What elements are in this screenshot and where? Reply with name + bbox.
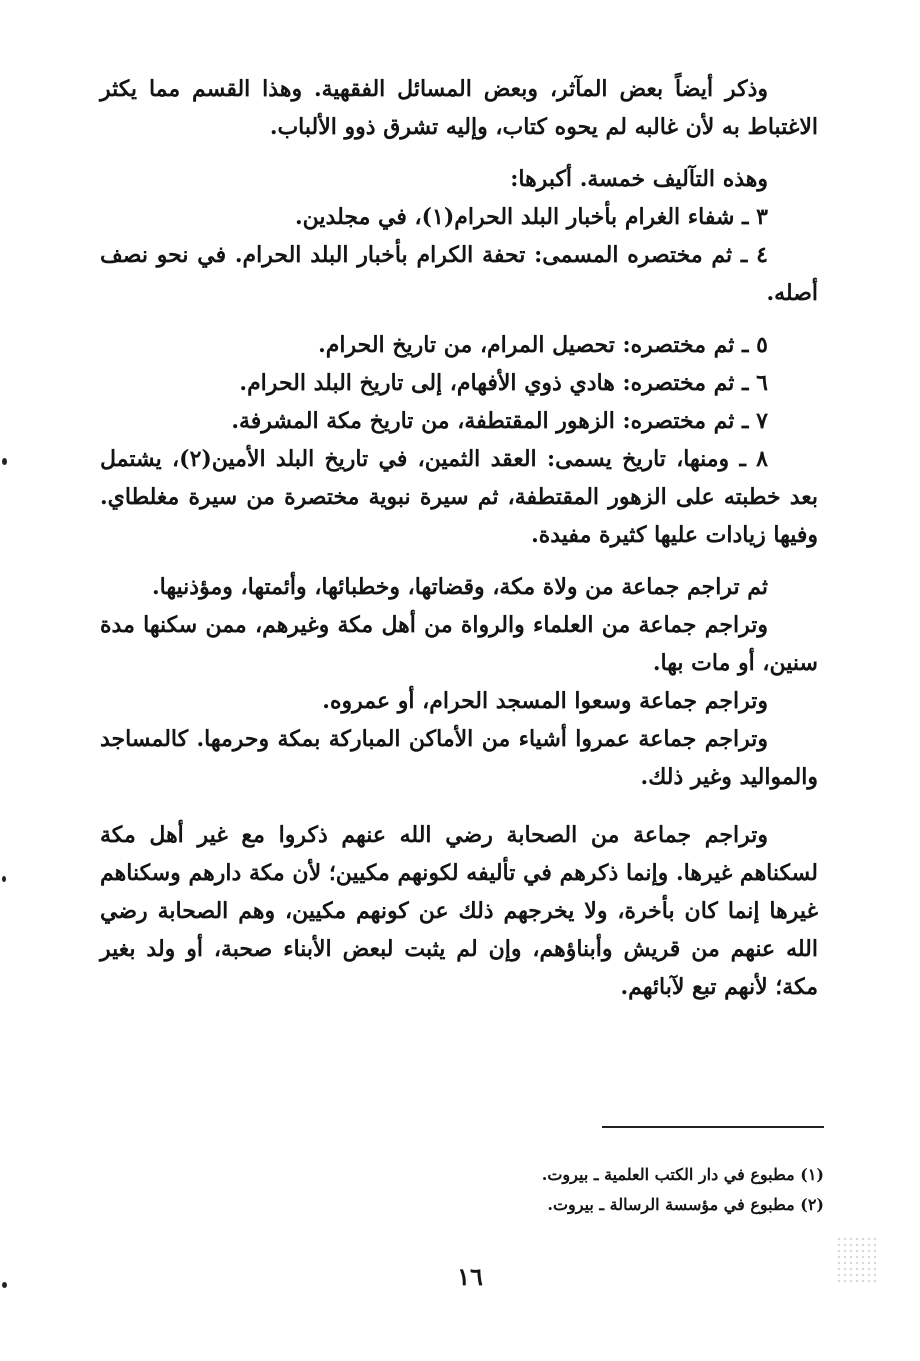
list-item-6: ٦ ـ ثم مختصره: هادي ذوي الأفهام، إلى تاريخ البلد الحرام. [239,370,768,396]
scan-speck [2,458,7,465]
page-number: ١٦ [457,1262,483,1291]
footnote-2: (٢) مطبوع في مؤسسة الرسالة ـ بيروت. [547,1195,824,1214]
scan-speck [2,876,6,882]
list-item-5: ٥ ـ ثم مختصره: تحصيل المرام، من تاريخ الحرام. [318,332,768,358]
paragraph-places: وتراجم جماعة عمروا أشياء من الأماكن المباركة بمكة وحرمها. كالمساجد والمواليد وغير ذلك. [100,726,818,790]
footnote-1: (١) مطبوع في دار الكتب العلمية ـ بيروت. [541,1165,824,1184]
scan-speck [2,1282,7,1288]
paragraph-works-intro: وهذه التآليف خمسة. أكبرها: [510,166,768,192]
footnotes [400,1160,824,1220]
paragraph-scholars: وتراجم جماعة من العلماء والرواة من أهل مكة وغيرهم، ممن سكنها مدة سنين، أو مات بها. [100,612,818,676]
list-item-3: ٣ ـ شفاء الغرام بأخبار البلد الحرام(١)، في مجلدين. [295,204,768,230]
paragraph-mosque: وتراجم جماعة وسعوا المسجد الحرام، أو عمروه. [322,688,768,714]
body-text [100,70,818,1006]
paragraph-athar: وذكر أيضاً بعض المآثر، وبعض المسائل الفقهية. وهذا القسم مما يكثر الاغتباط به لأن غالبه لم يحوه كتاب، وإليه تشرق ذوو الألباب. [100,76,818,140]
footnote-separator [602,1126,824,1128]
scan-noise [836,1236,876,1286]
paragraph-companions: وتراجم جماعة من الصحابة رضي الله عنهم ذكروا مع غير أهل مكة لسكناهم غيرها. وإنما ذكرهم في تأليفه لكونهم مكيين؛ لأن مكة دارهم وسكناهم غيرها إنما كان بأخرة، ولا يخرجهم ذلك عن كونهم مكيين، وهم الصحابة رضي الله عنهم من قريش وأبناؤهم، وإن لم يثبت لبعض الأبناء صحبة، أو ولد بغير مكة؛ لأنهم تبع لآبائهم. [100,822,818,1000]
list-item-7: ٧ ـ ثم مختصره: الزهور المقتطفة، من تاريخ مكة المشرفة. [231,408,768,434]
list-item-8: ٨ ـ ومنها، تاريخ يسمى: العقد الثمين، في تاريخ البلد الأمين(٢)، يشتمل بعد خطبته على الزهور المقتطفة، ثم سيرة نبوية مختصرة من سيرة مغلطاي. وفيها زيادات عليها كثيرة مفيدة. [100,446,818,548]
list-item-4: ٤ ـ ثم مختصره المسمى: تحفة الكرام بأخبار البلد الحرام. في نحو نصف أصله. [100,242,818,306]
paragraph-rulers: ثم تراجم جماعة من ولاة مكة، وقضاتها، وخطبائها، وأئمتها، ومؤذنيها. [152,574,768,600]
